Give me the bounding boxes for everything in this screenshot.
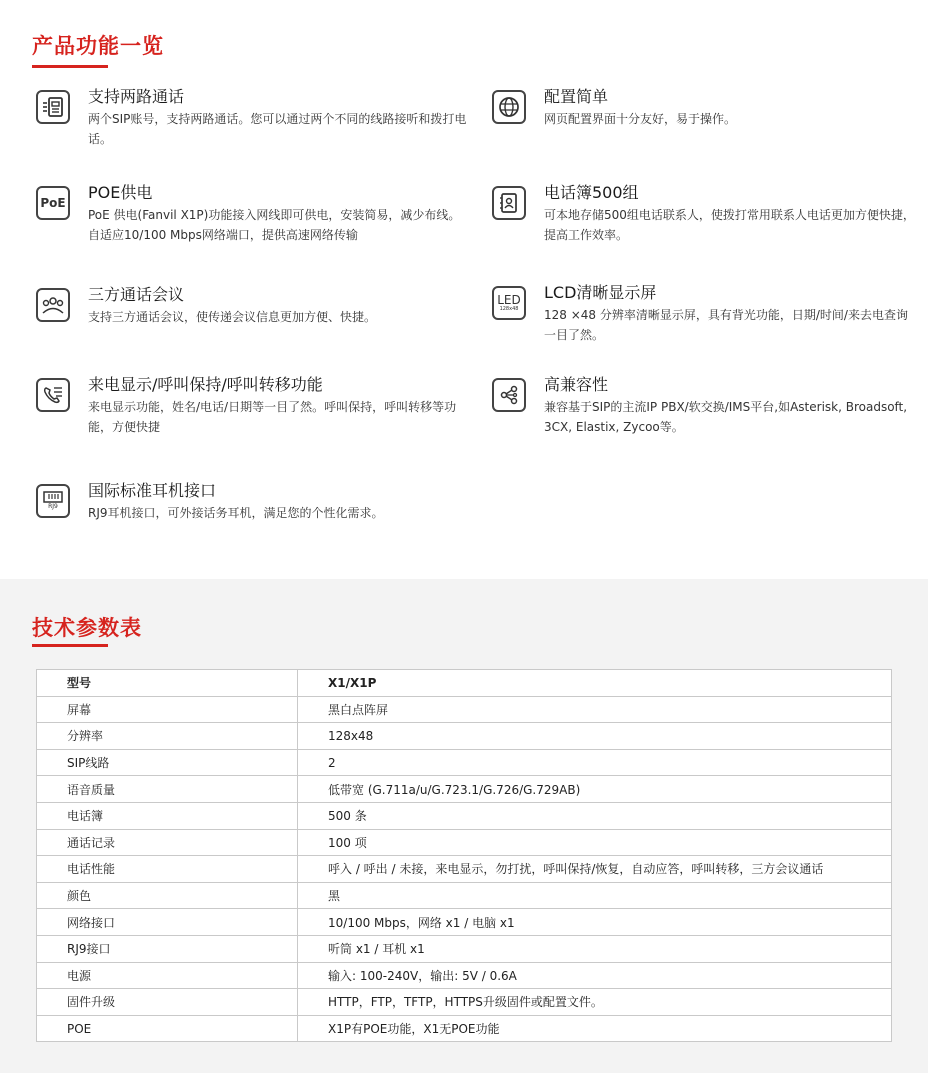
spec-value-cell: 2	[298, 749, 892, 776]
table-header-row	[37, 670, 892, 697]
spec-label-cell: 语音质量	[37, 776, 298, 803]
lcd-icon-text: LED	[497, 292, 521, 307]
feature-desc: 来电显示功能，姓名/电话/日期等一目了然。呼叫保持，呼叫转移等功能，方便快捷	[88, 400, 457, 434]
table-row	[37, 696, 892, 723]
feature-desc: 兼容基于SIP的主流IP PBX/软交换/IMS平台,如Asterisk, Broadsoft, 3CX, Elastix, Zycoo等。	[544, 400, 908, 434]
table-row	[37, 909, 892, 936]
spec-value-cell: 输入: 100-240V，输出: 5V / 0.6A	[298, 962, 892, 989]
spec-value-cell: 10/100 Mbps，网络 x1 / 电脑 x1	[298, 909, 892, 936]
specs-section-title: 技术参数表	[32, 616, 142, 640]
table-row	[37, 802, 892, 829]
spec-value-cell: 黑白点阵屏	[298, 696, 892, 723]
table-row	[37, 829, 892, 856]
lcd-icon-subtext: 128x48	[499, 305, 519, 312]
spec-value-cell: 500 条	[298, 802, 892, 829]
table-row	[37, 962, 892, 989]
specs-title-underline	[32, 644, 108, 647]
feature-title: 国际标准耳机接口	[88, 481, 217, 500]
spec-value-cell: 黑	[298, 882, 892, 909]
spec-label-cell: 电源	[37, 962, 298, 989]
spec-label-cell: 颜色	[37, 882, 298, 909]
spec-value-cell: HTTP，FTP，TFTP，HTTPS升级固件或配置文件。	[298, 989, 892, 1016]
header-cell-value: X1/X1P	[298, 670, 892, 697]
feature-title: 配置简单	[544, 87, 609, 106]
spec-label-cell: 固件升级	[37, 989, 298, 1016]
dual-line-phone-icon	[36, 90, 70, 124]
phonebook-icon	[492, 186, 526, 220]
feature-title: 高兼容性	[544, 375, 609, 394]
poe-icon	[36, 186, 70, 220]
feature-desc: 可本地存储500组电话联系人，使拨打常用联系人电话更加方便快捷，提高工作效率。	[544, 208, 915, 242]
feature-desc: PoE 供电(Fanvil X1P)功能接入网线即可供电，安装简易，减少布线。自适应10/100 Mbps网络端口，提供高速网络传输	[88, 208, 461, 242]
feature-desc: RJ9耳机接口，可外接话务耳机，满足您的个性化需求。	[88, 506, 384, 520]
table-row	[37, 1015, 892, 1042]
rj9-port-icon	[36, 484, 70, 518]
table-row	[37, 749, 892, 776]
spec-value-cell: X1P有POE功能，X1无POE功能	[298, 1015, 892, 1042]
spec-label-cell: 分辨率	[37, 723, 298, 750]
table-row	[37, 935, 892, 962]
spec-value-cell: 128x48	[298, 723, 892, 750]
spec-label-cell: 屏幕	[37, 696, 298, 723]
features-section-title: 产品功能一览	[32, 34, 164, 58]
spec-value-cell: 呼入 / 呼出 / 未接，来电显示，勿打扰，呼叫保持/恢复，自动应答，呼叫转移，三方会议通话	[298, 856, 892, 883]
spec-label-cell: 电话性能	[37, 856, 298, 883]
spec-label-cell: SIP线路	[37, 749, 298, 776]
spec-label-cell: 网络接口	[37, 909, 298, 936]
specs-table	[36, 669, 892, 1042]
feature-title: POE供电	[88, 183, 153, 202]
feature-title: 来电显示/呼叫保持/呼叫转移功能	[88, 375, 323, 394]
feature-desc: 两个SIP账号，支持两路通话。您可以通过两个不同的线路接听和拨打电话。	[88, 112, 467, 146]
table-row	[37, 723, 892, 750]
feature-title: 支持两路通话	[88, 87, 185, 106]
conference-icon	[36, 288, 70, 322]
spec-label-cell: 电话簿	[37, 802, 298, 829]
spec-label-cell: 通话记录	[37, 829, 298, 856]
poe-icon-text: PoE	[40, 196, 66, 210]
feature-title: 三方通话会议	[88, 285, 185, 304]
call-settings-icon	[36, 378, 70, 412]
globe-icon	[492, 90, 526, 124]
table-row	[37, 856, 892, 883]
spec-value-cell: 低带宽 (G.711a/u/G.723.1/G.726/G.729AB)	[298, 776, 892, 803]
header-cell-label: 型号	[37, 670, 298, 697]
lcd-icon	[492, 286, 526, 320]
feature-desc: 128 ×48 分辨率清晰显示屏，具有背光功能，日期/时间/来去电查询一目了然。	[544, 308, 908, 342]
features-title-underline	[32, 65, 108, 68]
feature-title: LCD清晰显示屏	[544, 283, 657, 302]
rj9-icon-subtext: RJ9	[48, 503, 58, 510]
spec-value-cell: 100 项	[298, 829, 892, 856]
spec-label-cell: POE	[37, 1015, 298, 1042]
feature-title: 电话簿500组	[544, 183, 639, 202]
spec-value-cell: 听筒 x1 / 耳机 x1	[298, 935, 892, 962]
table-row	[37, 776, 892, 803]
spec-label-cell: RJ9接口	[37, 935, 298, 962]
share-network-icon	[492, 378, 526, 412]
table-row	[37, 882, 892, 909]
feature-desc: 网页配置界面十分友好，易于操作。	[544, 112, 737, 126]
feature-desc: 支持三方通话会议，使传递会议信息更加方便、快捷。	[88, 310, 377, 324]
table-row	[37, 989, 892, 1016]
